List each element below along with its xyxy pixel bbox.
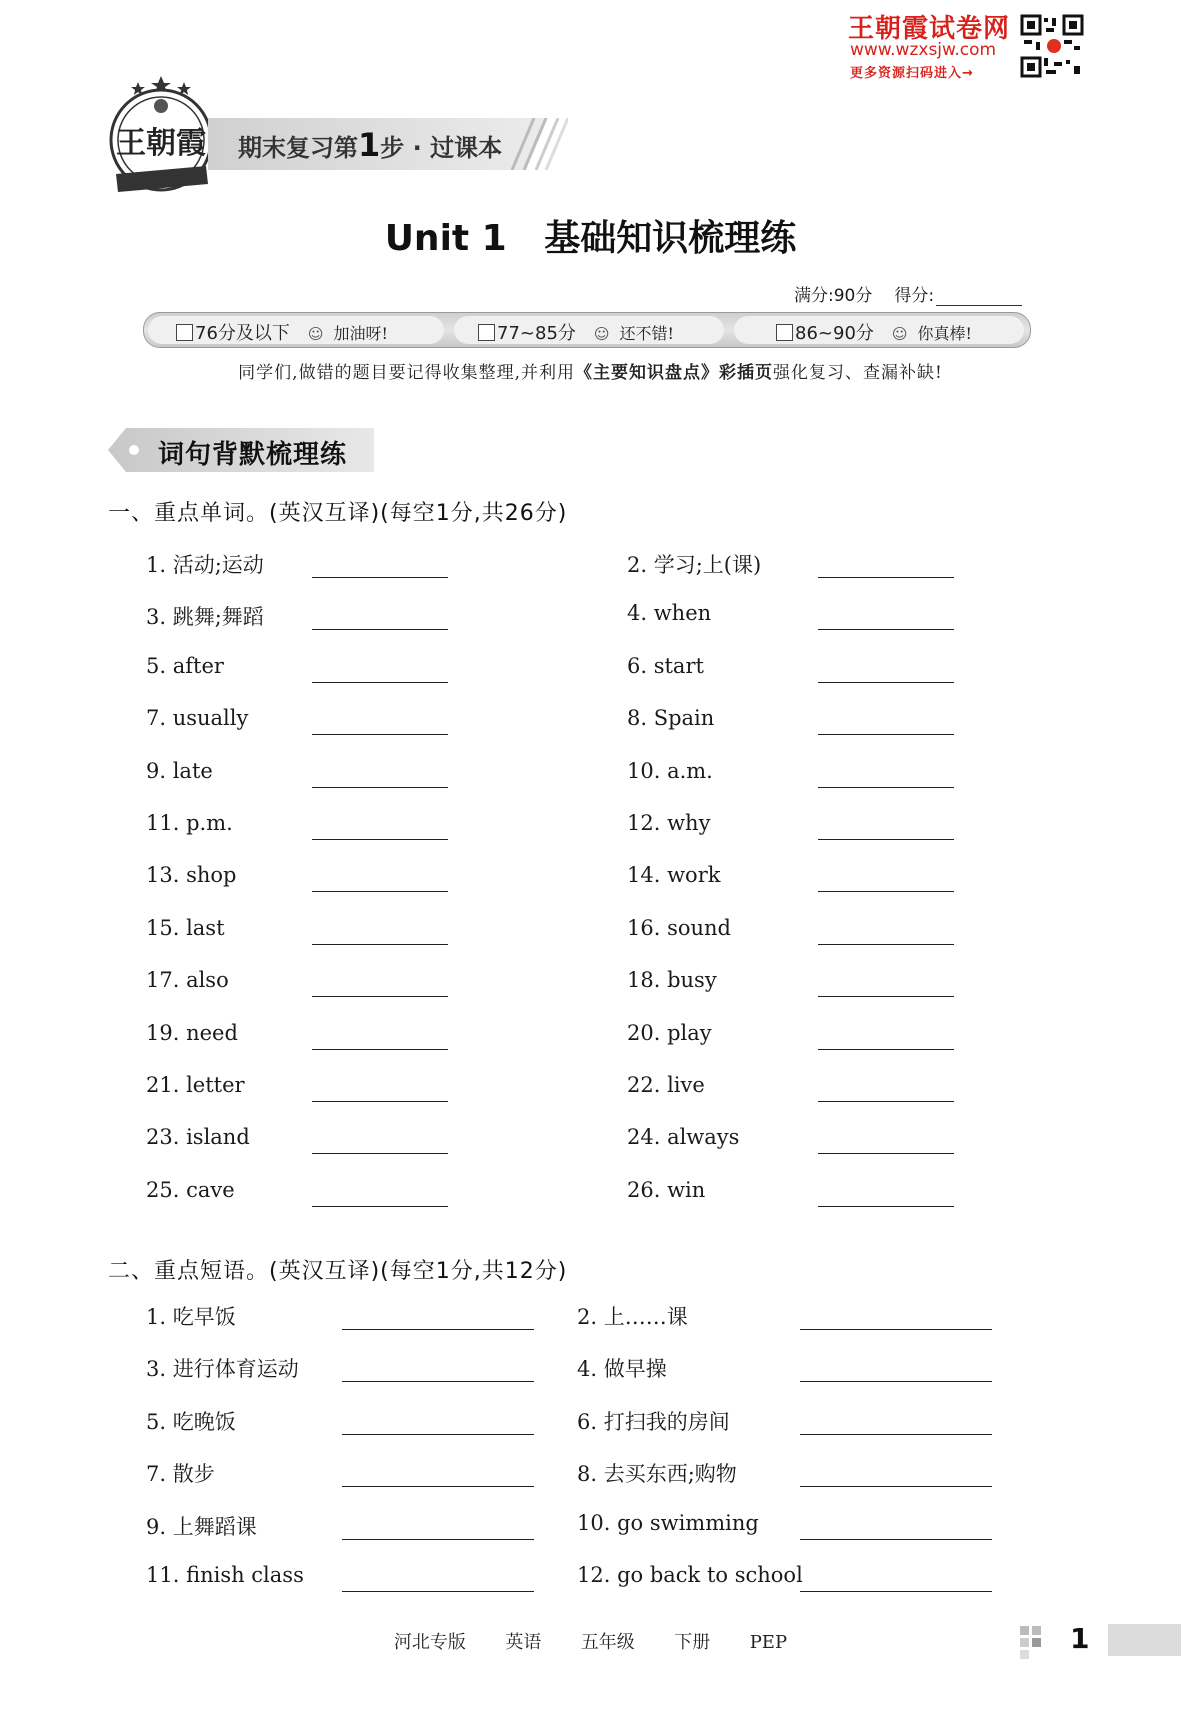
answer-blank-5[interactable] (312, 682, 448, 683)
answer-blank-22[interactable] (818, 1101, 954, 1102)
answer-blank-12[interactable] (818, 839, 954, 840)
qr-code-icon[interactable] (1020, 14, 1084, 78)
answer-blank-12[interactable] (800, 1591, 992, 1592)
exercise-item-4: 4. when (627, 601, 712, 626)
smiley-icon: ☺ (593, 325, 610, 343)
exercise-item-3: 3. 跳舞;舞蹈 (146, 605, 264, 630)
exercise-item-26: 26. win (627, 1177, 706, 1202)
answer-blank-16[interactable] (818, 944, 954, 945)
brand-more-text: 更多资源扫码进入→ (850, 66, 974, 81)
exercise-item-5: 5. after (146, 653, 224, 678)
banner-text: 期末复习第1步 · 过课本 (238, 126, 503, 164)
exercise-item-14: 14. work (627, 863, 721, 888)
answer-blank-20[interactable] (818, 1049, 954, 1050)
exercise-item-11: 11. p.m. (146, 811, 233, 835)
answer-blank-7[interactable] (312, 734, 448, 735)
section-tag-label: 词句背默梳理练 (158, 440, 348, 470)
notice-text: 同学们,做错的题目要记得收集整理,并利用《主要知识盘点》彩插页强化复习、查漏补缺! (238, 363, 943, 383)
smiley-icon: ☺ (891, 325, 908, 343)
grade-option-1: 76分及以下 ☺ 加油呀! (176, 319, 388, 345)
answer-blank-15[interactable] (312, 944, 448, 945)
answer-blank-11[interactable] (312, 839, 448, 840)
brand-header (848, 8, 1088, 80)
exercise-item-4: 4. 做早操 (577, 1357, 667, 1382)
answer-blank-6[interactable] (818, 682, 954, 683)
score-label: 得分: (894, 286, 935, 306)
exercise-item-12: 12. why (627, 811, 711, 835)
page-footer: 河北专版 英语 五年级 下册 PEP (393, 1632, 788, 1653)
exercise-item-8: 8. 去买东西;购物 (577, 1462, 737, 1487)
exercise-item-5: 5. 吃晚饭 (146, 1409, 236, 1434)
checkbox-icon[interactable] (776, 324, 793, 341)
answer-blank-17[interactable] (312, 996, 448, 997)
answer-blank-8[interactable] (800, 1486, 992, 1487)
score-blank[interactable] (936, 289, 1022, 306)
exercise-item-6: 6. start (627, 653, 704, 678)
exercise-item-17: 17. also (146, 968, 229, 993)
answer-blank-8[interactable] (818, 734, 954, 735)
exercise-item-12: 12. go back to school (577, 1563, 803, 1587)
answer-blank-14[interactable] (818, 891, 954, 892)
answer-blank-9[interactable] (342, 1539, 534, 1540)
checkbox-icon[interactable] (478, 324, 495, 341)
brand-seal-logo (104, 74, 218, 202)
exercise-item-1: 1. 吃早饭 (146, 1305, 236, 1329)
answer-blank-4[interactable] (818, 629, 954, 630)
exercise-item-25: 25. cave (146, 1177, 235, 1202)
exercise-item-16: 16. sound (627, 915, 731, 940)
answer-blank-9[interactable] (312, 787, 448, 788)
brand-seal-text: 王朝霞 (116, 126, 206, 161)
answer-blank-2[interactable] (818, 577, 954, 578)
answer-blank-1[interactable] (312, 577, 448, 578)
exercise-item-3: 3. 进行体育运动 (146, 1357, 299, 1382)
answer-blank-3[interactable] (342, 1381, 534, 1382)
exercise-item-8: 8. Spain (627, 706, 715, 731)
review-step-banner (208, 118, 568, 170)
answer-blank-10[interactable] (818, 787, 954, 788)
exercise-item-11: 11. finish class (146, 1563, 304, 1587)
part2-heading: 二、重点短语。(英汉互译)(每空1分,共12分) (108, 1259, 568, 1284)
exercise-item-23: 23. island (146, 1125, 250, 1150)
answer-blank-1[interactable] (342, 1329, 534, 1330)
banner-step-number: 1 (358, 126, 381, 164)
exercise-item-19: 19. need (146, 1020, 238, 1045)
exercise-item-15: 15. last (146, 915, 225, 940)
exercise-item-2: 2. 上……课 (577, 1305, 688, 1329)
exercise-item-6: 6. 打扫我的房间 (577, 1409, 730, 1434)
exercise-item-21: 21. letter (146, 1073, 245, 1097)
answer-blank-11[interactable] (342, 1591, 534, 1592)
score-info (794, 281, 1022, 306)
exercise-item-24: 24. always (627, 1125, 740, 1150)
exercise-item-20: 20. play (627, 1020, 712, 1045)
answer-blank-2[interactable] (800, 1329, 992, 1330)
answer-blank-7[interactable] (342, 1486, 534, 1487)
answer-blank-3[interactable] (312, 629, 448, 630)
checkbox-icon[interactable] (176, 324, 193, 341)
exercise-item-18: 18. busy (627, 968, 717, 993)
answer-blank-6[interactable] (800, 1434, 992, 1435)
exercise-item-2: 2. 学习;上(课) (627, 553, 762, 577)
answer-blank-18[interactable] (818, 996, 954, 997)
exercise-item-10: 10. a.m. (627, 758, 713, 783)
exercise-item-9: 9. late (146, 758, 213, 783)
grade-option-2: 77~85分 ☺ 还不错! (478, 319, 674, 345)
grade-option-3: 86~90分 ☺ 你真棒! (776, 319, 972, 345)
exercise-item-13: 13. shop (146, 863, 237, 888)
smiley-icon: ☺ (307, 325, 324, 343)
answer-blank-19[interactable] (312, 1049, 448, 1050)
answer-blank-26[interactable] (818, 1206, 954, 1207)
page-number-tab (1020, 1620, 1181, 1660)
grade-bar (143, 312, 1031, 348)
answer-blank-21[interactable] (312, 1101, 448, 1102)
page-number: 1 (1070, 1622, 1090, 1655)
exercise-item-7: 7. usually (146, 706, 249, 731)
exercise-item-1: 1. 活动;运动 (146, 553, 264, 577)
brand-url[interactable]: www.wzxsjw.com (850, 40, 997, 60)
answer-blank-24[interactable] (818, 1153, 954, 1154)
exercise-item-9: 9. 上舞蹈课 (146, 1514, 257, 1539)
answer-blank-25[interactable] (312, 1206, 448, 1207)
page-title: Unit 1 基础知识梳理练 (384, 218, 797, 259)
part1-heading: 一、重点单词。(英汉互译)(每空1分,共26分) (108, 501, 568, 526)
answer-blank-13[interactable] (312, 891, 448, 892)
section-tag (108, 428, 374, 472)
answer-blank-23[interactable] (312, 1153, 448, 1154)
answer-blank-5[interactable] (342, 1434, 534, 1435)
exercise-item-10: 10. go swimming (577, 1510, 759, 1535)
exercise-item-22: 22. live (627, 1073, 705, 1097)
exercise-item-7: 7. 散步 (146, 1462, 215, 1487)
full-score: 满分:90分 (794, 286, 873, 306)
answer-blank-4[interactable] (800, 1381, 992, 1382)
answer-blank-10[interactable] (800, 1539, 992, 1540)
brand-name: 王朝霞试卷网 (848, 14, 1011, 44)
